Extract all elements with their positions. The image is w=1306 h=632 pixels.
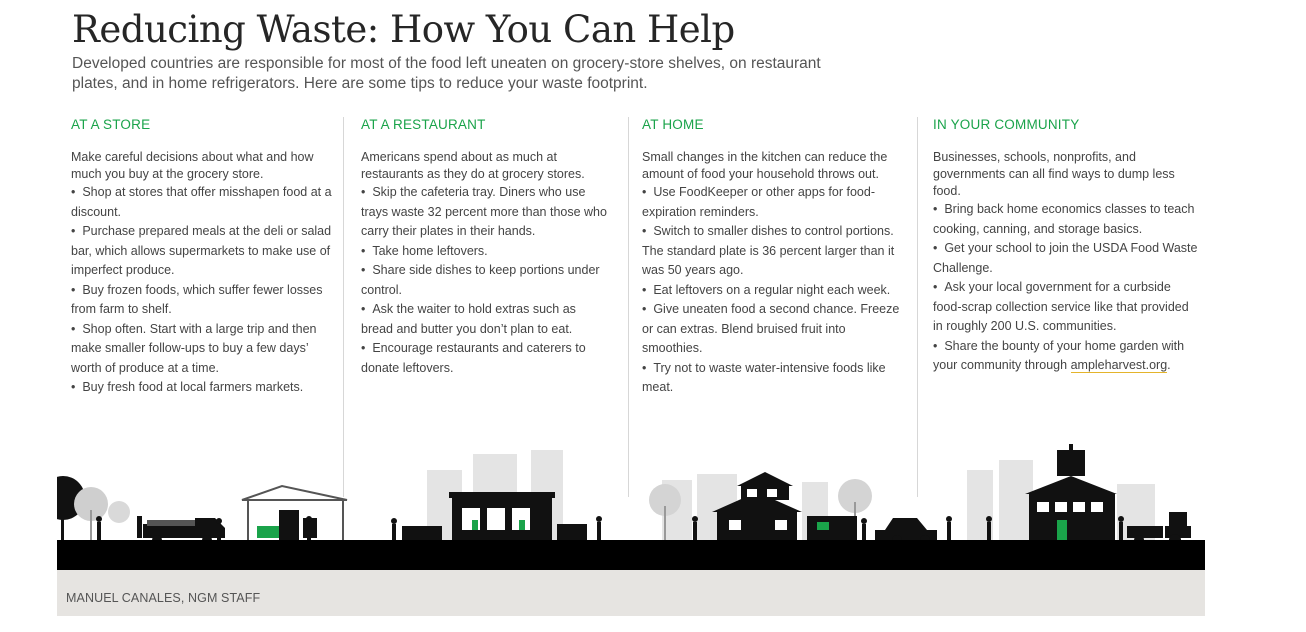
tip-item: • Ask the waiter to hold extras such as bread and butter you don’t plan to eat.: [361, 300, 611, 339]
tip-item: • Buy frozen foods, which suffer fewer losses from farm to shelf.: [71, 281, 333, 320]
tip-item: • Purchase prepared meals at the deli or salad bar, which allows supermarkets to make use of imperfect produce.: [71, 222, 333, 281]
tip-item: • Buy fresh food at local farmers markets.: [71, 378, 333, 398]
street-scene-illustration: [57, 440, 1205, 572]
tip-item: • Encourage restaurants and caterers to donate leftovers.: [361, 339, 611, 378]
tip-item: • Ask your local government for a curbside food-scrap collection service like that provided in roughly 200 U.S. communities.: [933, 278, 1198, 337]
tip-end: .: [1167, 358, 1171, 372]
page-title: Reducing Waste: How You Can Help: [72, 8, 735, 51]
column-intro: Small changes in the kitchen can reduce the amount of food your household throws out.: [642, 150, 888, 181]
column-at-a-restaurant: [361, 117, 611, 378]
tip-item: • Use FoodKeeper or other apps for food-expiration reminders.: [642, 183, 906, 222]
column-in-your-community: [933, 117, 1198, 376]
column-heading: AT HOME: [642, 117, 704, 132]
tip-item: • Share side dishes to keep portions under control.: [361, 261, 611, 300]
column-intro: Make careful decisions about what and how much you buy at the grocery store.: [71, 150, 314, 181]
tip-item: [933, 337, 1198, 376]
ampleharvest-link[interactable]: ampleharvest.org: [1070, 358, 1168, 372]
column-heading: IN YOUR COMMUNITY: [933, 117, 1080, 132]
column-at-a-store: [71, 117, 333, 398]
credit-line: MANUEL CANALES, NGM STAFF: [66, 591, 261, 605]
tip-item: • Bring back home economics classes to teach cooking, canning, and storage basics.: [933, 200, 1198, 239]
tip-list: [71, 183, 333, 398]
tip-item: • Shop often. Start with a large trip and then make smaller follow-ups to buy a few days’ worth of produce at a time.: [71, 320, 333, 379]
tip-text: Share the bounty of your home garden with your community through: [933, 338, 1185, 372]
column-heading: AT A STORE: [71, 117, 151, 132]
column-heading: AT A RESTAURANT: [361, 117, 486, 132]
tip-item: • Try not to waste water-intensive foods like meat.: [642, 359, 906, 398]
tip-item: • Switch to smaller dishes to control portions. The standard plate is 36 percent larger than it was 50 years ago.: [642, 222, 906, 281]
tip-item: • Skip the cafeteria tray. Diners who use trays waste 32 percent more than those who carry their plates in their hands.: [361, 183, 611, 242]
column-intro: Businesses, schools, nonprofits, and governments can all find ways to dump less food.: [933, 150, 1175, 198]
page-subtitle: Developed countries are responsible for most of the food left uneaten on grocery-store shelves, on restaurant plates, and in home refrigerators. Here are some tips to reduce your waste footprint.: [72, 55, 821, 92]
column-at-home: [642, 117, 906, 398]
tip-item: • Eat leftovers on a regular night each week.: [642, 281, 906, 301]
tip-list: [361, 183, 611, 378]
tip-list: [933, 200, 1198, 376]
column-intro: Americans spend about as much at restaurants as they do at grocery stores.: [361, 150, 585, 181]
footer-bar: [57, 570, 1205, 616]
tip-list: [642, 183, 906, 398]
market-stall-icon: [137, 486, 347, 545]
tip-item: • Shop at stores that offer misshapen food at a discount.: [71, 183, 333, 222]
tip-item: • Get your school to join the USDA Food Waste Challenge.: [933, 239, 1198, 278]
ground-strip: [57, 540, 1205, 572]
tip-item: • Give uneaten food a second chance. Freeze or can extras. Blend bruised fruit into smoothies.: [642, 300, 906, 359]
school-building-icon: [1025, 444, 1117, 540]
tip-item: • Take home leftovers.: [361, 242, 611, 262]
